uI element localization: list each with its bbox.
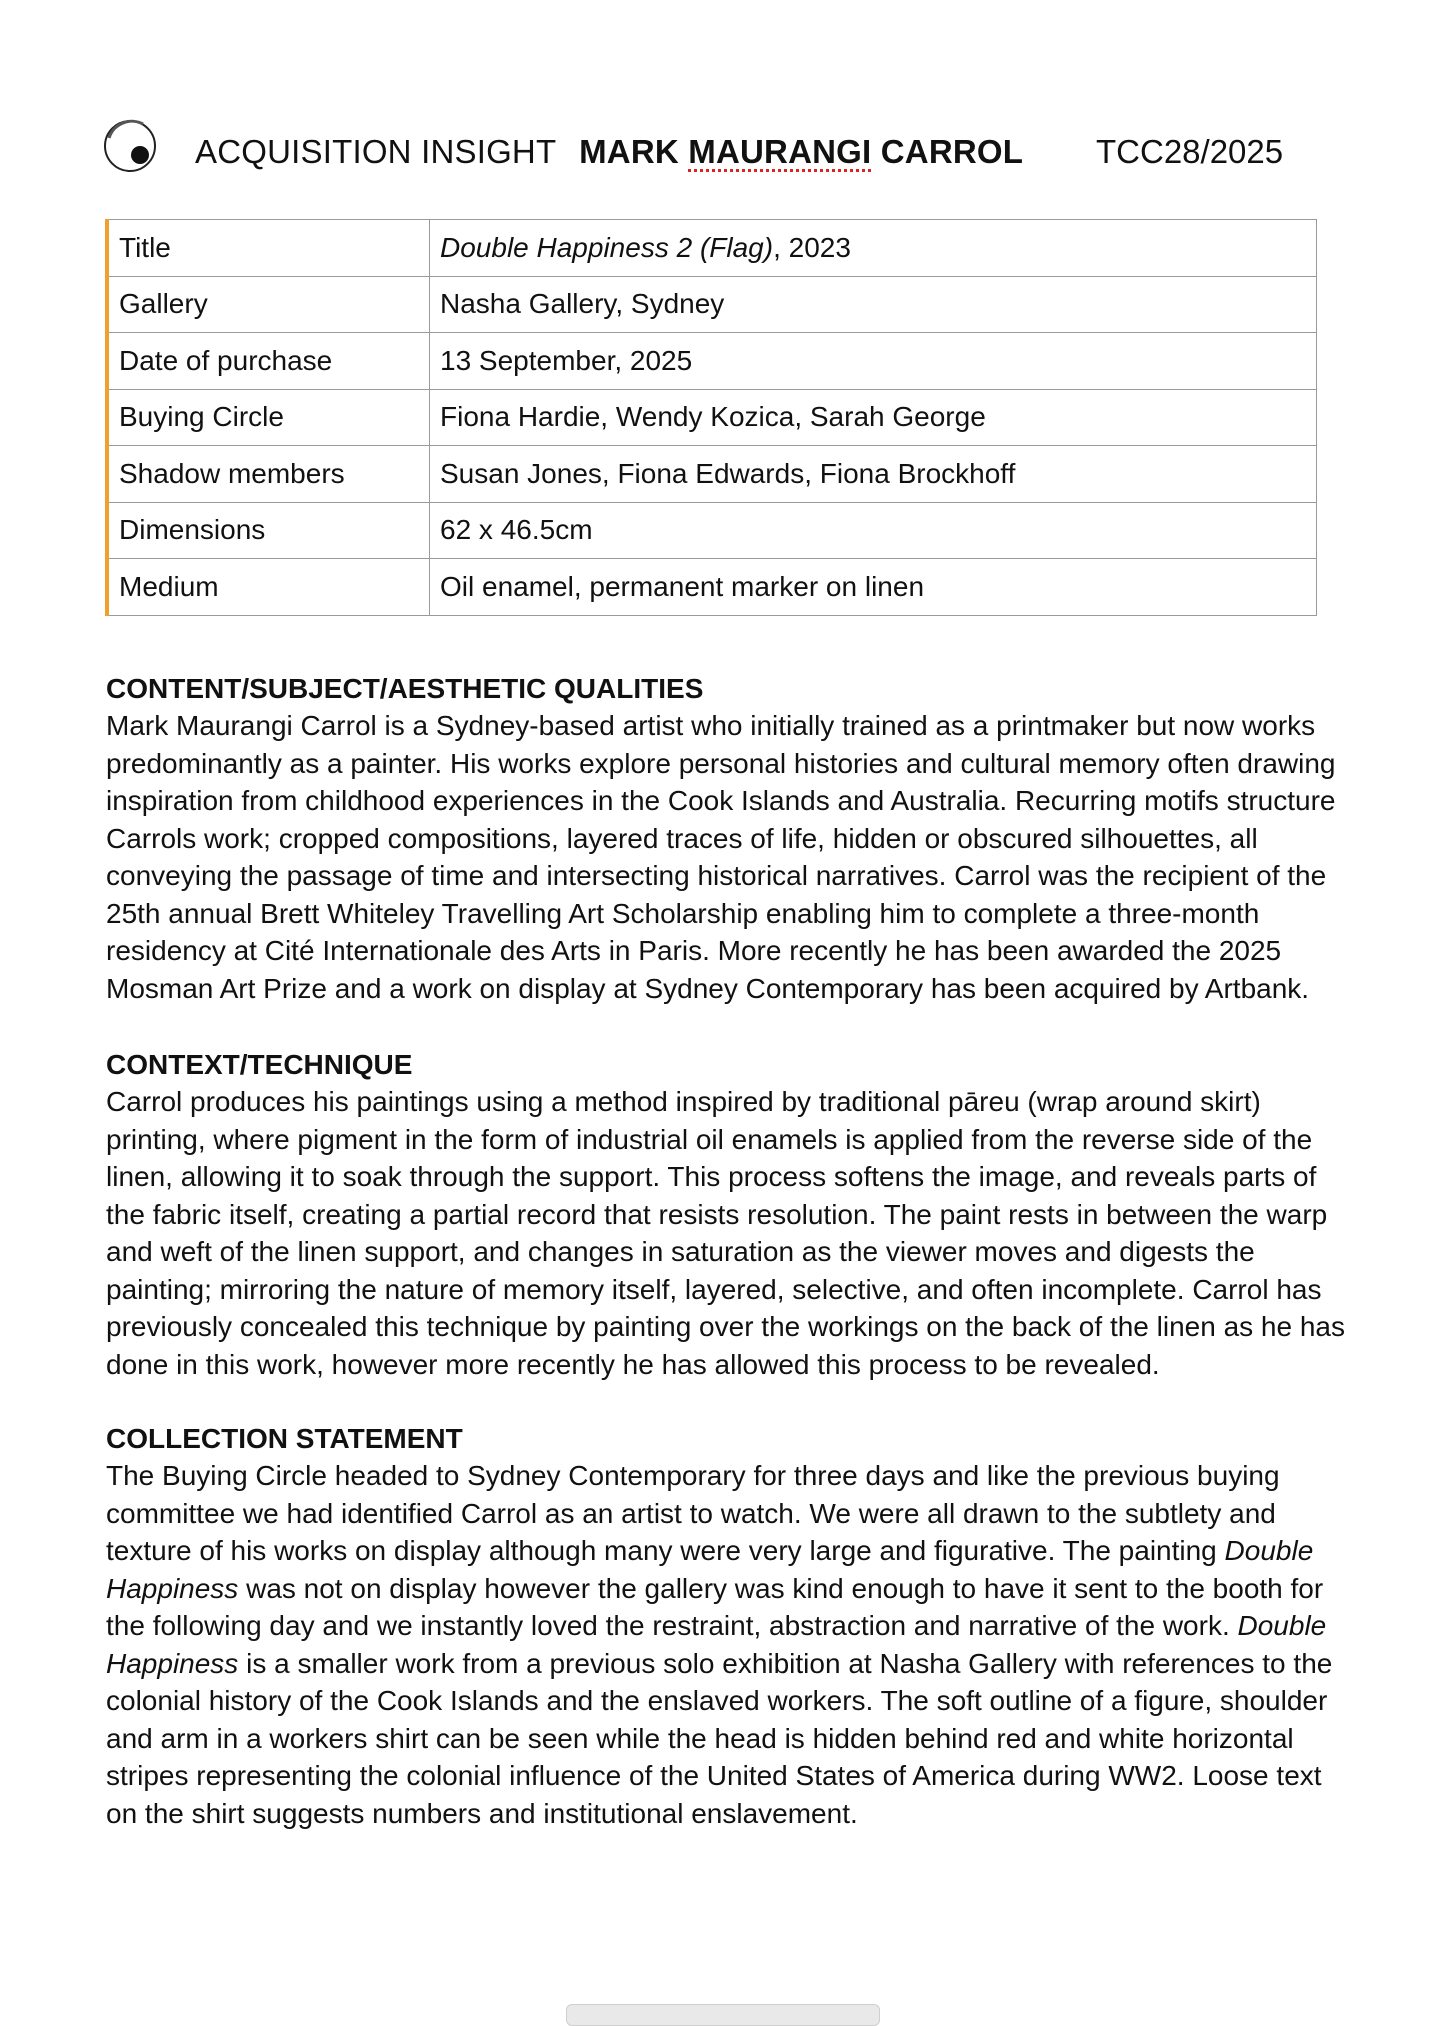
artwork-title: Double Happiness 2 (Flag) [440,231,774,263]
row-label: Dimensions [107,502,430,559]
table-row [107,276,1317,333]
header-kind: ACQUISITION INSIGHT [195,133,556,170]
row-label: Buying Circle [107,389,430,446]
table-row [107,220,1317,277]
header-artist [579,133,1023,170]
artwork-title-italic: Double Happiness [106,1610,1327,1679]
table-row [107,446,1317,503]
table-row [107,333,1317,390]
reference-code: TCC28/2025 [1096,133,1284,170]
body-text: is a smaller work from a previous solo exhibition at Nasha Gallery with references to the colonial history of the Cook Islands and the enslaved workers. The soft outline of a figure, shoulder and arm in a workers shirt can be seen while the head is hidden behind red and white horizontal stripes representing the colonial influence of the United States of America during WW2. Loose text on the shirt suggests numbers and institutional enslavement. [106,1647,1333,1829]
section-body: Carrol produces his paintings using a method inspired by traditional pāreu (wrap around skirt) printing, where pigment in the form of industrial oil enamels is applied from the reverse side of the linen, allowing it to soak through the support. This process softens the image, and reveals parts of the fabric itself, creating a partial record that resists resolution. The paint rests in between the warp and weft of the linen support, and changes in saturation as the viewer moves and digests the painting; mirroring the nature of memory itself, layered, selective, and often incomplete. Carrol has previously concealed this technique by painting over the workings on the back of the linen as he has done in this work, however more recently he has allowed this process to be revealed. [106,1086,1345,1380]
section-heading: CONTEXT/TECHNIQUE [106,1049,413,1080]
acquisition-details-table [105,219,1317,616]
document-header [103,116,1343,180]
content-section [106,670,1346,1007]
row-value [430,220,1317,277]
page-scroll-handle[interactable] [566,2004,880,2026]
table-row [107,502,1317,559]
table-row [107,559,1317,616]
row-value: Nasha Gallery, Sydney [430,276,1317,333]
row-value: Susan Jones, Fiona Edwards, Fiona Brockhoff [430,446,1317,503]
row-label: Date of purchase [107,333,430,390]
row-value: Fiona Hardie, Wendy Kozica, Sarah George [430,389,1317,446]
section-body: Mark Maurangi Carrol is a Sydney-based artist who initially trained as a printmaker but now works predominantly as a painter. His works explore personal histories and cultural memory often drawing inspiration from childhood experiences in the Cook Islands and Australia. Recurring motifs structure Carrols work; cropped compositions, layered traces of life, hidden or obscured silhouettes, all conveying the passage of time and intersecting historical narratives. Carrol was the recipient of the 25th annual Brett Whiteley Travelling Art Scholarship enabling him to complete a three-month residency at Cité Internationale des Arts in Paris. More recently he has been awarded the 2025 Mosman Art Prize and a work on display at Sydney Contemporary has been acquired by Artbank. [106,710,1336,1004]
artist-last-name: CARROL [880,133,1024,170]
body-text: was not on display however the gallery was kind enough to have it sent to the booth for the following day and we instantly loved the restraint, abstraction and narrative of the work. [106,1572,1324,1641]
row-value: 13 September, 2025 [430,333,1317,390]
row-label: Title [107,220,430,277]
row-value: Oil enamel, permanent marker on linen [430,559,1317,616]
row-value: 62 x 46.5cm [430,502,1317,559]
row-label: Medium [107,559,430,616]
table-row [107,389,1317,446]
collection-section [106,1420,1346,1832]
circle-dot-logo-icon [103,118,159,174]
row-label: Shadow members [107,446,430,503]
context-section [106,1046,1346,1383]
row-label: Gallery [107,276,430,333]
artwork-title-italic: Double Happiness [106,1535,1314,1604]
body-text: The Buying Circle headed to Sydney Contemporary for three days and like the previous buying committee we had identified Carrol as an artist to watch. We were all drawn to the subtlety and texture of his works on display although many were very large and figurative. The painting [106,1460,1280,1566]
header-title [195,133,1023,171]
section-heading: COLLECTION STATEMENT [106,1423,463,1454]
section-body [106,1457,1346,1832]
section-heading: CONTENT/SUBJECT/AESTHETIC QUALITIES [106,673,704,704]
artist-middle-name: MAURANGI [688,133,872,170]
artist-first-name: MARK [579,133,679,170]
artwork-year: , 2023 [773,231,851,263]
